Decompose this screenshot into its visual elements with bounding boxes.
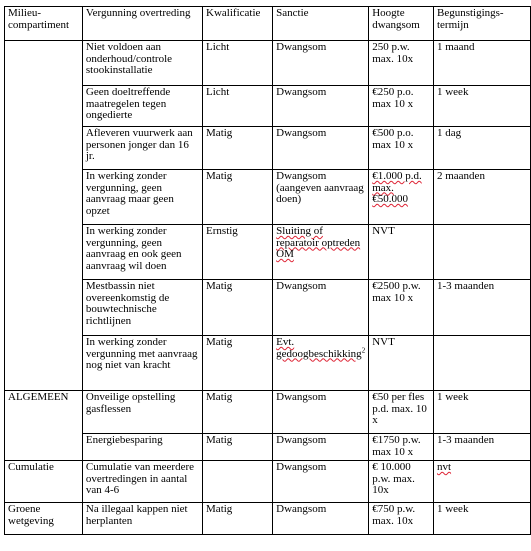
sanction-cell: Dwangsom: [273, 391, 369, 434]
table-row: [5, 391, 531, 434]
qualification-cell: Matig: [203, 336, 273, 391]
term-cell: 1-3 maanden: [433, 280, 530, 336]
sanction-text: Sluiting of reparatoir optreden OM: [276, 225, 361, 260]
term-cell: [433, 336, 530, 391]
qualification-cell: Matig: [203, 434, 273, 461]
violation-cell: Energiebesparing: [82, 434, 202, 461]
qualification-cell: Matig: [203, 127, 273, 170]
qualification-cell: Licht: [203, 41, 273, 86]
amount-cell: NVT: [369, 225, 434, 280]
term-text: nvt: [436, 461, 452, 473]
sanction-cell: Dwangsom: [273, 86, 369, 127]
table-row: [5, 503, 531, 535]
qualification-cell: Licht: [203, 86, 273, 127]
violation-cell: Niet voldoen aan onderhoud/controle stookinstallatie: [82, 41, 202, 86]
amount-cell: €1750 p.w. max 10 x: [369, 434, 434, 461]
header-cell: Vergunning overtreding: [82, 7, 202, 41]
header-cell: Hoogte dwangsom: [369, 7, 434, 41]
sanction-cell: Dwangsom (aangeven aanvraag doen): [273, 170, 369, 225]
sanction-cell: Dwangsom: [273, 461, 369, 503]
qualification-cell: [203, 461, 273, 503]
term-cell: 1 maand: [433, 41, 530, 86]
amount-cell: €500 p.o. max 10 x: [369, 127, 434, 170]
sanction-table: [4, 6, 531, 535]
qualification-cell: Ernstig: [203, 225, 273, 280]
table-row: [5, 127, 531, 170]
header-cell: Sanctie: [273, 7, 369, 41]
term-cell: 1-3 maanden: [433, 434, 530, 461]
sanction-cell: [273, 336, 369, 391]
amount-cell: NVT: [369, 336, 434, 391]
sanction-cell: Dwangsom: [273, 41, 369, 86]
table-row: [5, 434, 531, 461]
header-cell: Begunstigings-termijn: [433, 7, 530, 41]
violation-cell: In werking zonder vergunning, geen aanvraag maar geen opzet: [82, 170, 202, 225]
term-cell: 2 maanden: [433, 170, 530, 225]
header-cell: Kwalificatie: [203, 7, 273, 41]
group-cell: [5, 41, 83, 391]
qualification-cell: Matig: [203, 170, 273, 225]
amount-text: €1.000 p.d. max. €50.000: [372, 170, 422, 205]
term-cell: 1 week: [433, 86, 530, 127]
amount-cell: €2500 p.w. max 10 x: [369, 280, 434, 336]
violation-cell: Onveilige opstelling gasflessen: [82, 391, 202, 434]
table-row: [5, 280, 531, 336]
qualification-cell: Matig: [203, 503, 273, 535]
violation-cell: Mestbassin niet overeenkomstig de bouwtechnische richtlijnen: [82, 280, 202, 336]
violation-cell: Geen doeltreffende maatregelen tegen ongedierte: [82, 86, 202, 127]
term-cell: 1 week: [433, 503, 530, 535]
violation-cell: Afleveren vuurwerk aan personen jonger dan 16 jr.: [82, 127, 202, 170]
table-row: [5, 86, 531, 127]
sanction-text: Evt. gedoogbeschikking: [276, 336, 362, 360]
term-cell: 1 week: [433, 391, 530, 434]
violation-cell: Cumulatie van meerdere overtredingen in aantal van 4-6: [82, 461, 202, 503]
amount-cell: €250 p.o. max 10 x: [369, 86, 434, 127]
amount-cell: € 10.000 p.w. max. 10x: [369, 461, 434, 503]
table-row: [5, 461, 531, 503]
amount-cell: €50 per fles p.d. max. 10 x: [369, 391, 434, 434]
table-row: [5, 170, 531, 225]
term-cell: [433, 225, 530, 280]
sanction-cell: [273, 225, 369, 280]
violation-cell: In werking zonder vergunning, geen aanvraag en ook geen aanvraag wil doen: [82, 225, 202, 280]
table-row: [5, 336, 531, 391]
qualification-cell: Matig: [203, 391, 273, 434]
table-row: [5, 41, 531, 86]
table-header-row: [5, 7, 531, 41]
group-cell: Cumulatie: [5, 461, 83, 503]
amount-cell: 250 p.w. max. 10x: [369, 41, 434, 86]
sanction-cell: Dwangsom: [273, 503, 369, 535]
amount-cell: [369, 170, 434, 225]
violation-cell: In werking zonder vergunning met aanvraag nog niet van kracht: [82, 336, 202, 391]
term-cell: 1 dag: [433, 127, 530, 170]
sanction-cell: Dwangsom: [273, 434, 369, 461]
header-cell: Milieu-compartiment: [5, 7, 83, 41]
group-cell: Groene wetgeving: [5, 503, 83, 535]
sanction-cell: Dwangsom: [273, 127, 369, 170]
violation-cell: Na illegaal kappen niet herplanten: [82, 503, 202, 535]
qualification-cell: Matig: [203, 280, 273, 336]
table-row: [5, 225, 531, 280]
term-cell: [433, 461, 530, 503]
group-cell: ALGEMEEN: [5, 391, 83, 461]
amount-cell: €750 p.w. max. 10x: [369, 503, 434, 535]
footnote-marker: 2: [361, 345, 366, 354]
sanction-cell: Dwangsom: [273, 280, 369, 336]
